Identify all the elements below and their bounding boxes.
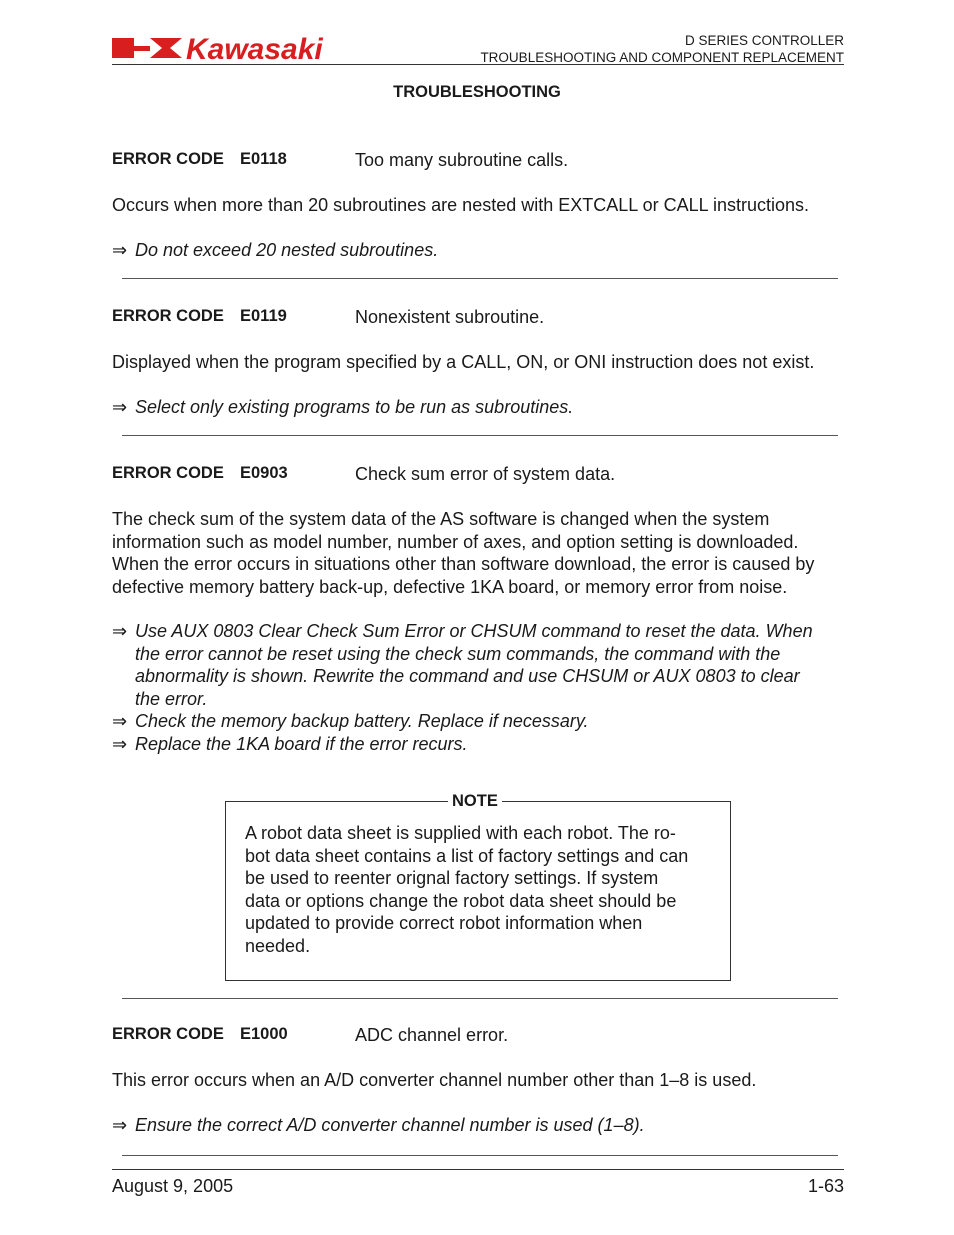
action-item [112, 620, 852, 710]
action-item [112, 239, 438, 262]
error-description [112, 508, 852, 598]
footer-date: August 9, 2005 [112, 1176, 234, 1196]
error-code-number: E0118 [240, 150, 287, 168]
action-text: the error cannot be reset using the check sum commands, the command with the [135, 643, 781, 664]
description-line: defective memory battery back-up, defective 1KA board, or memory error from noise. [112, 576, 788, 597]
arrow-icon: ⇒ [112, 1115, 128, 1135]
header-manual-section: TROUBLESHOOTING AND COMPONENT REPLACEMENT [480, 50, 844, 65]
section-separator [122, 1155, 838, 1156]
error-description: This error occurs when an A/D converter channel number other than 1–8 is used. [112, 1070, 757, 1090]
error-code-label: ERROR CODE [112, 1025, 224, 1043]
action-text: Check the memory backup battery. Replace if necessary. [135, 711, 589, 731]
error-description: Displayed when the program specified by a CALL, ON, or ONI instruction does not exist. [112, 352, 815, 372]
note-line: needed. [245, 935, 311, 956]
kawasaki-logo-mark [112, 34, 390, 62]
note-title: NOTE [448, 792, 502, 811]
note-line: bot data sheet contains a list of factory settings and can [245, 845, 689, 866]
error-code-label: ERROR CODE [112, 150, 224, 168]
note-line: data or options change the robot data sheet should be [245, 890, 677, 911]
action-text: Do not exceed 20 nested subroutines. [135, 240, 439, 260]
header-rule [112, 64, 844, 65]
arrow-icon: ⇒ [112, 734, 128, 754]
action-item [112, 733, 468, 756]
arrow-icon: ⇒ [112, 711, 128, 731]
error-title: Check sum error of system data. [355, 464, 616, 484]
error-title: Too many subroutine calls. [355, 150, 569, 170]
note-text [245, 822, 715, 957]
section-separator [122, 435, 838, 436]
error-code-number: E1000 [240, 1025, 288, 1043]
arrow-icon: ⇒ [112, 240, 128, 260]
kawasaki-logo [112, 34, 390, 62]
running-header [480, 32, 844, 66]
action-item [112, 396, 573, 419]
note-line: updated to provide correct robot information when [245, 913, 643, 933]
header-series: D SERIES CONTROLLER [684, 33, 844, 48]
footer-page-number: 1-63 [807, 1176, 844, 1196]
description-line: information such as model number, number of axes, and option setting is downloaded. [112, 531, 799, 552]
footer-rule [112, 1169, 844, 1170]
error-title: ADC channel error. [355, 1025, 509, 1045]
section-separator [122, 278, 838, 279]
action-text: Select only existing programs to be run as subroutines. [135, 397, 574, 417]
arrow-icon: ⇒ [112, 621, 128, 641]
note-line: A robot data sheet is supplied with each robot. The ro- [245, 823, 676, 843]
action-text: Ensure the correct A/D converter channel number is used (1–8). [135, 1115, 645, 1135]
error-title: Nonexistent subroutine. [355, 307, 545, 327]
error-code-label: ERROR CODE [112, 307, 224, 325]
section-separator [122, 998, 838, 999]
description-line: The check sum of the system data of the AS software is changed when the system [112, 509, 770, 529]
action-text: abnormality is shown. Rewrite the command and use CHSUM or AUX 0803 to clear [135, 666, 800, 686]
description-line: When the error occurs in situations other than software download, the error is caused by [112, 554, 815, 574]
action-text: Use AUX 0803 Clear Check Sum Error or CHSUM command to reset the data. When [135, 621, 813, 641]
error-description: Occurs when more than 20 subroutines are nested with EXTCALL or CALL instructions. [112, 195, 810, 215]
arrow-icon: ⇒ [112, 397, 128, 417]
error-code-number: E0903 [240, 464, 288, 482]
error-code-number: E0119 [240, 307, 287, 325]
action-text: Replace the 1KA board if the error recurs. [135, 734, 468, 754]
action-text: the error. [135, 688, 208, 709]
error-code-label: ERROR CODE [112, 464, 224, 482]
action-item [112, 710, 589, 733]
logo-wordmark: Kawasaki [186, 34, 323, 62]
section-title: TROUBLESHOOTING [393, 83, 561, 101]
note-line: be used to reenter orignal factory settings. If system [245, 868, 659, 888]
action-item [112, 1114, 645, 1137]
